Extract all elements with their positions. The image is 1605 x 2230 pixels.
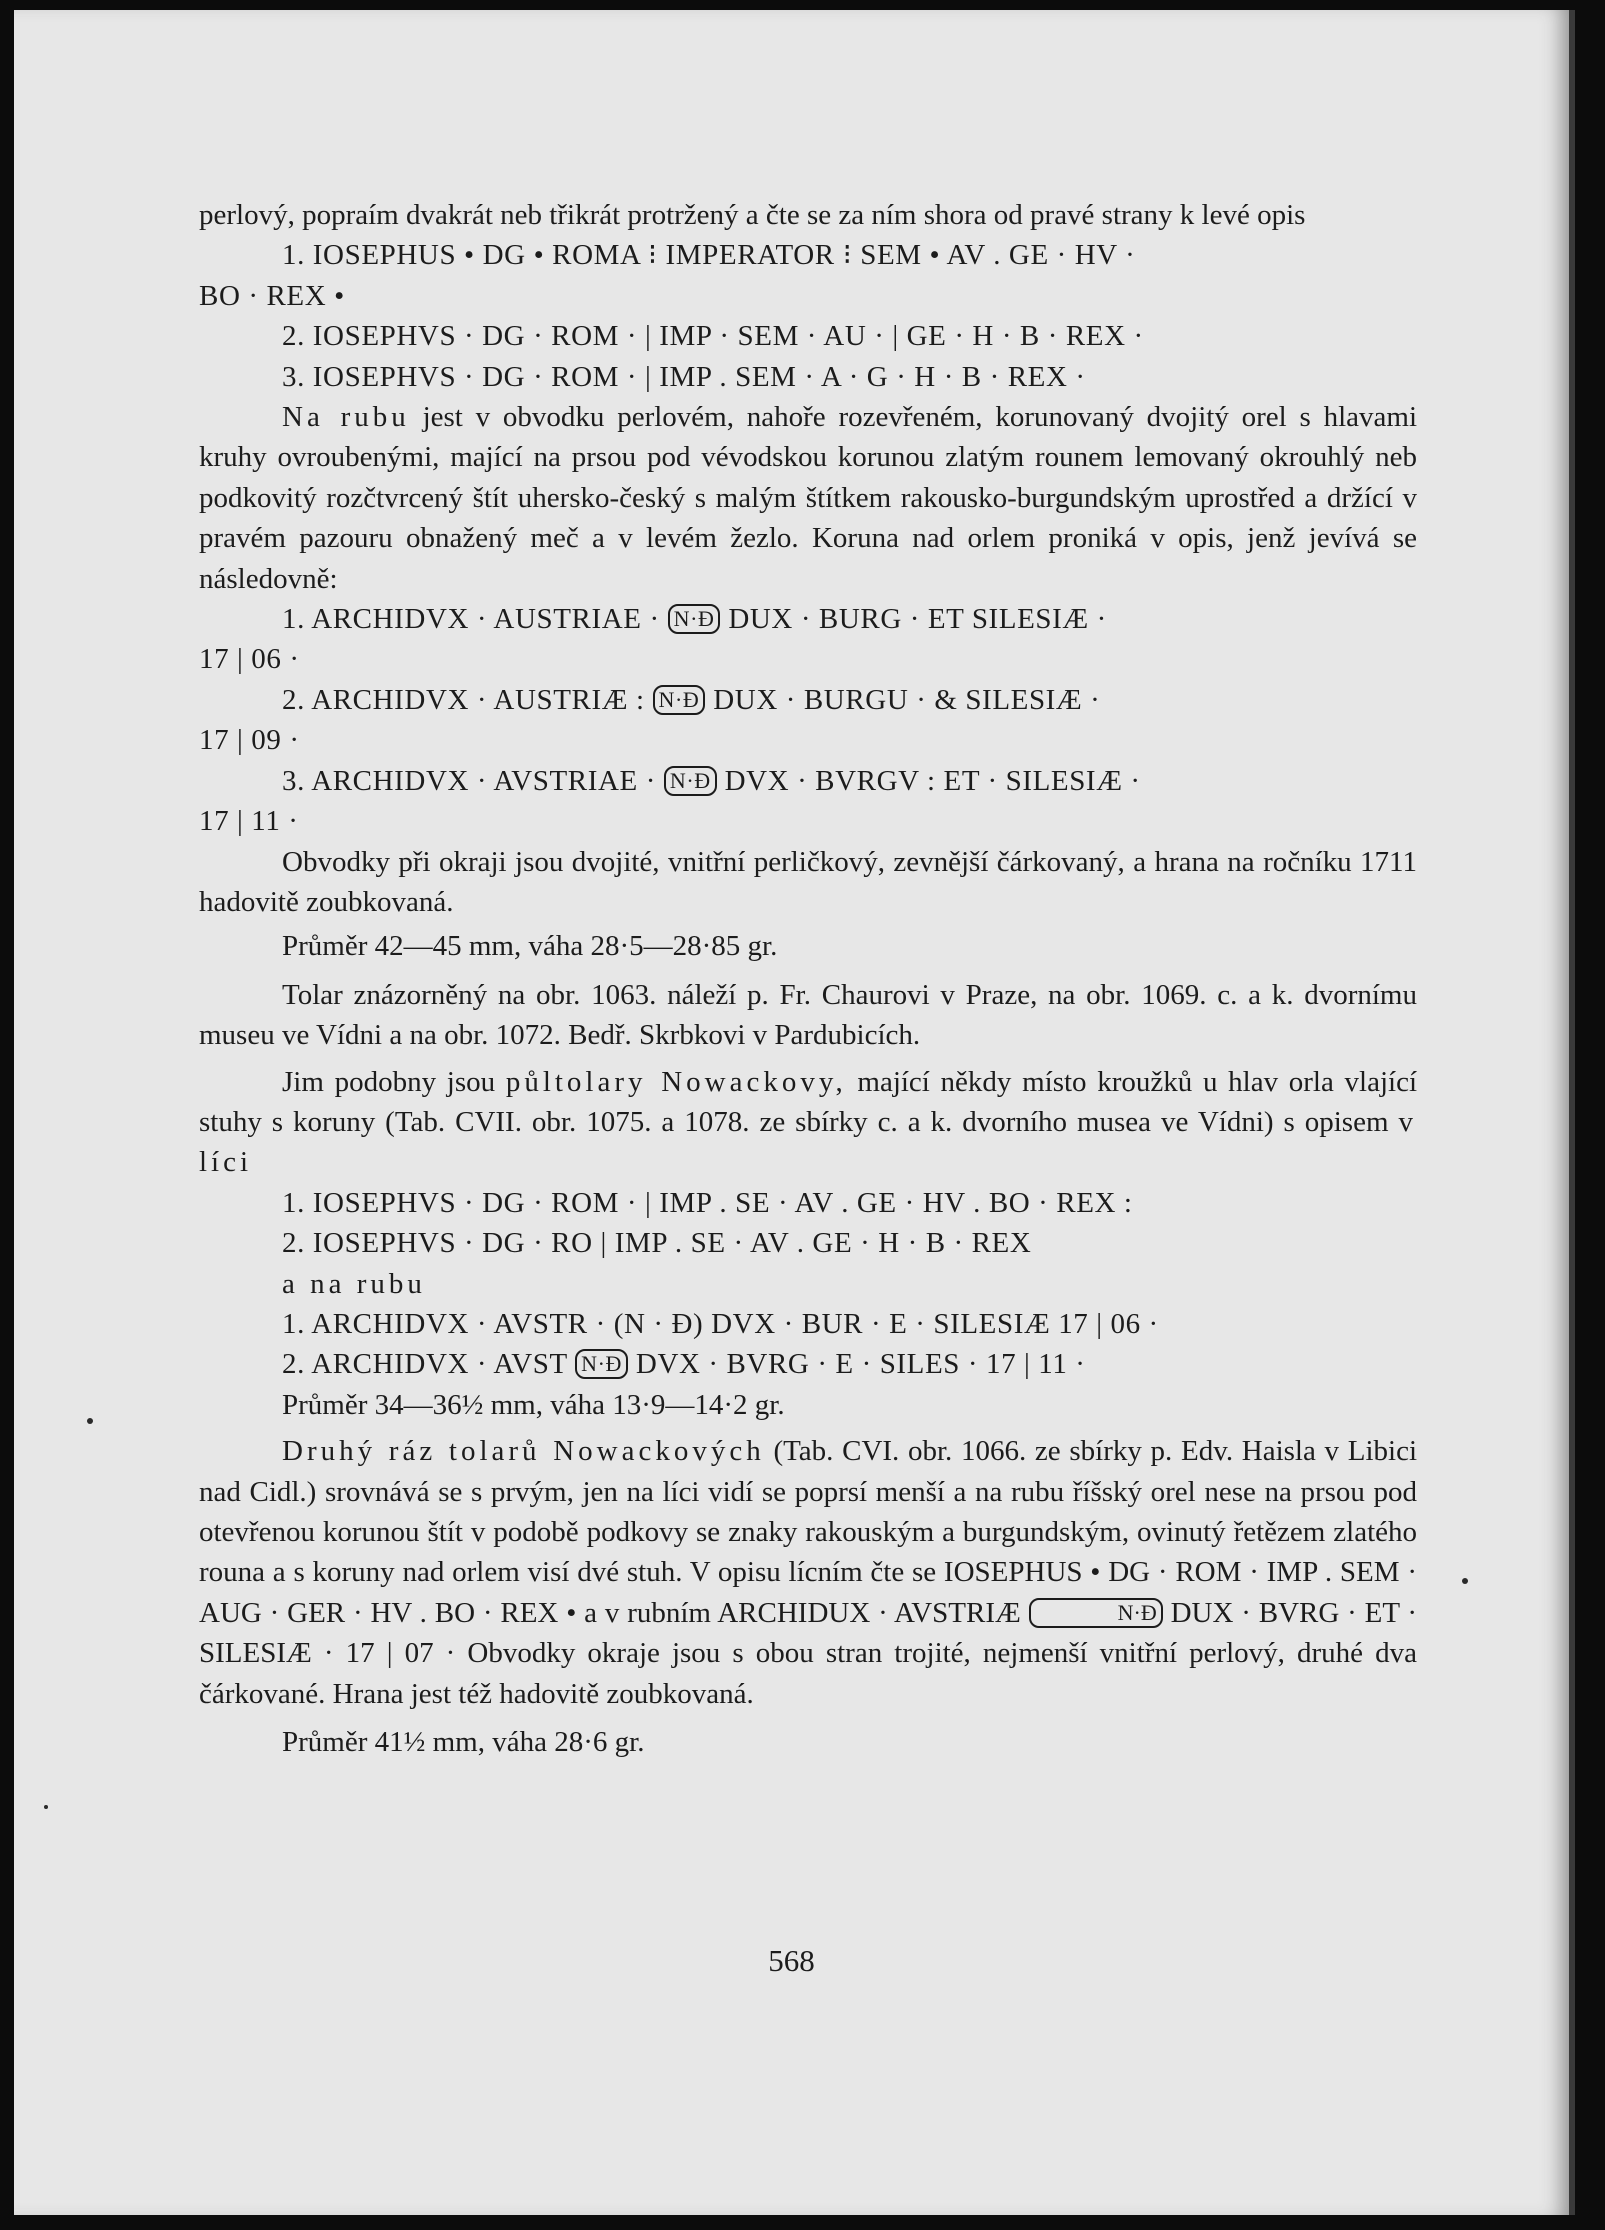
print-speck [44, 1805, 48, 1809]
reverse-legend-3-year: 17 | 11 · [199, 805, 299, 838]
book-page [14, 10, 1575, 2215]
paragraph [199, 1062, 1417, 1183]
obverse-legend-1b: BO · REX • [199, 279, 345, 312]
paragraph-text: (Tab. CVI. obr. 1066. ze sbírky p. Edv. Haisla v Libici nad Cidl.) srovnává se s prvým, jen na líci vidí se poprsí menší a na rubu říšský orel nese na prsou pod otevřenou korunou štít v podobě podkovy se znaky rakouským a burgundským, ovinutý řetězem zlatého rouna a s koruny nad orlem visí dvé stuh. V opisu lícním čte se IOSEPHUS • DG · ROM · IMP . SEM · AUG · GER · HV . BO · REX • a v rubním ARCHIDUX · AVSTRIÆ [199, 1435, 1418, 1629]
spaced-term: půltolary Nowackovy, [505, 1065, 847, 1098]
paragraph-text: jest v obvodku perlovém, nahoře rozevřeném, korunovaný dvojitý orel s hlavami kruhy ovroubenými, mající na prsou pod vévodskou korunou zlatým rounem lemovaný okrouhlý neb podkovitý rozčtvrcený štít uhersko-český s malým štítkem rakousko-burgundským uprostřed a držící v pravém pazouru obnažený meč a v levém žezlo. Koruna nad orlem proniká v opis, jenž jevívá se následovně: [199, 401, 1417, 595]
half-obverse-legend-1: 1. IOSEPHVS · DG · ROM · | IMP . SE · AV . GE · HV . BO · REX : [282, 1186, 1133, 1219]
obverse-legend-2: 2. IOSEPHVS · DG · ROM · | IMP · SEM · AU · | GE · H · B · REX · [282, 320, 1144, 353]
obverse-legend-3: 3. IOSEPHVS · DG · ROM · | IMP . SEM · A · G · H · B · REX · [282, 360, 1086, 393]
print-speck [1462, 1578, 1468, 1584]
reverse-legend-1 [199, 599, 1417, 639]
legend-text: DVX · BVRG · E · SILES · 17 | 11 · [635, 1348, 1086, 1381]
obverse-legend-1a: 1. IOSEPHUS • DG • ROMA ⁝ IMPERATOR ⁝ SEM • AV . GE · HV · [282, 239, 1136, 272]
paragraph-text: Jim podobny jsou [282, 1065, 496, 1098]
monogram: N·Đ [668, 604, 721, 634]
legend-text: 3. ARCHIDVX · AVSTRIAE · [282, 764, 656, 797]
legend-text: 2. ARCHIDVX · AUSTRIÆ : [282, 683, 645, 716]
half-reverse-legend-2 [199, 1344, 1417, 1384]
monogram: N·Đ [1029, 1598, 1163, 1628]
print-speck [87, 1418, 93, 1424]
reverse-legend-2-year: 17 | 09 · [199, 724, 300, 757]
legend-text: DUX · BURGU · & SILESIÆ · [713, 683, 1101, 716]
paragraph: Obvodky při okraji jsou dvojité, vnitřní perličkový, zevnější čárkovaný, a hrana na ročníku 1711 hadovitě zoubkovaná. [199, 845, 1417, 918]
paragraph-text: mající někdy místo kroužků u hlav orla vlající stuhy s koruny (Tab. CVII. obr. 1075. a 1078. ze sbírky c. a k. dvorního musea ve Vídni) s opisem [199, 1065, 1418, 1138]
paragraph [199, 397, 1417, 599]
spaced-term: Na rubu [282, 401, 410, 434]
half-reverse-legend-1: 1. ARCHIDVX · AVSTR · (N · Đ) DVX · BUR · E · SILESIÆ 17 | 06 · [282, 1307, 1159, 1340]
reverse-legend-1-year: 17 | 06 · [199, 643, 300, 676]
paragraph [199, 1431, 1417, 1714]
page-number: 568 [768, 1943, 815, 1978]
spaced-term: Druhý ráz tolarů Nowackových [282, 1435, 765, 1468]
reverse-legend-3 [199, 761, 1417, 801]
measurement: Průměr 42—45 mm, váha 28·5—28·85 gr. [282, 930, 778, 963]
monogram: N·Đ [575, 1349, 628, 1379]
spaced-term: v líci [199, 1105, 1417, 1179]
paragraph: perlový, popraím dvakrát neb třikrát protržený a čte se za ním shora od pravé strany k levé opis [199, 199, 1306, 231]
half-obverse-legend-2: 2. IOSEPHVS · DG · RO | IMP . SE · AV . GE · H · B · REX [282, 1227, 1032, 1260]
paragraph: Tolar znázorněný na obr. 1063. náleží p. Fr. Chaurovi v Praze, na obr. 1069. c. a k. dvornímu museu ve Vídni a na obr. 1072. Bedř. Skrbkovi v Pardubicích. [199, 978, 1417, 1052]
measurement: Průměr 41½ mm, váha 28·6 gr. [282, 1726, 645, 1759]
paragraph-text: DUX · BVRG · ET · SILESIÆ · 17 | 07 · Obvodky okraje jsou s obou stran trojité, nejmenší vnitřní perlový, druhé dva čárkované. Hrana jest též hadovitě zoubkovaná. [199, 1596, 1418, 1710]
legend-text: DVX · BVRGV : ET · SILESIÆ · [724, 764, 1141, 797]
measurement: Průměr 34—36½ mm, váha 13·9—14·2 gr. [282, 1388, 785, 1421]
legend-text: 1. ARCHIDVX · AUSTRIAE · [282, 603, 660, 636]
monogram: N·Đ [664, 766, 717, 796]
reverse-legend-2 [199, 680, 1417, 720]
page-text [199, 195, 1417, 1762]
legend-text: 2. ARCHIDVX · AVST [282, 1348, 568, 1381]
monogram: N·Đ [653, 685, 706, 715]
spaced-term: a na rubu [282, 1267, 426, 1300]
legend-text: DUX · BURG · ET SILESIÆ · [728, 603, 1107, 636]
